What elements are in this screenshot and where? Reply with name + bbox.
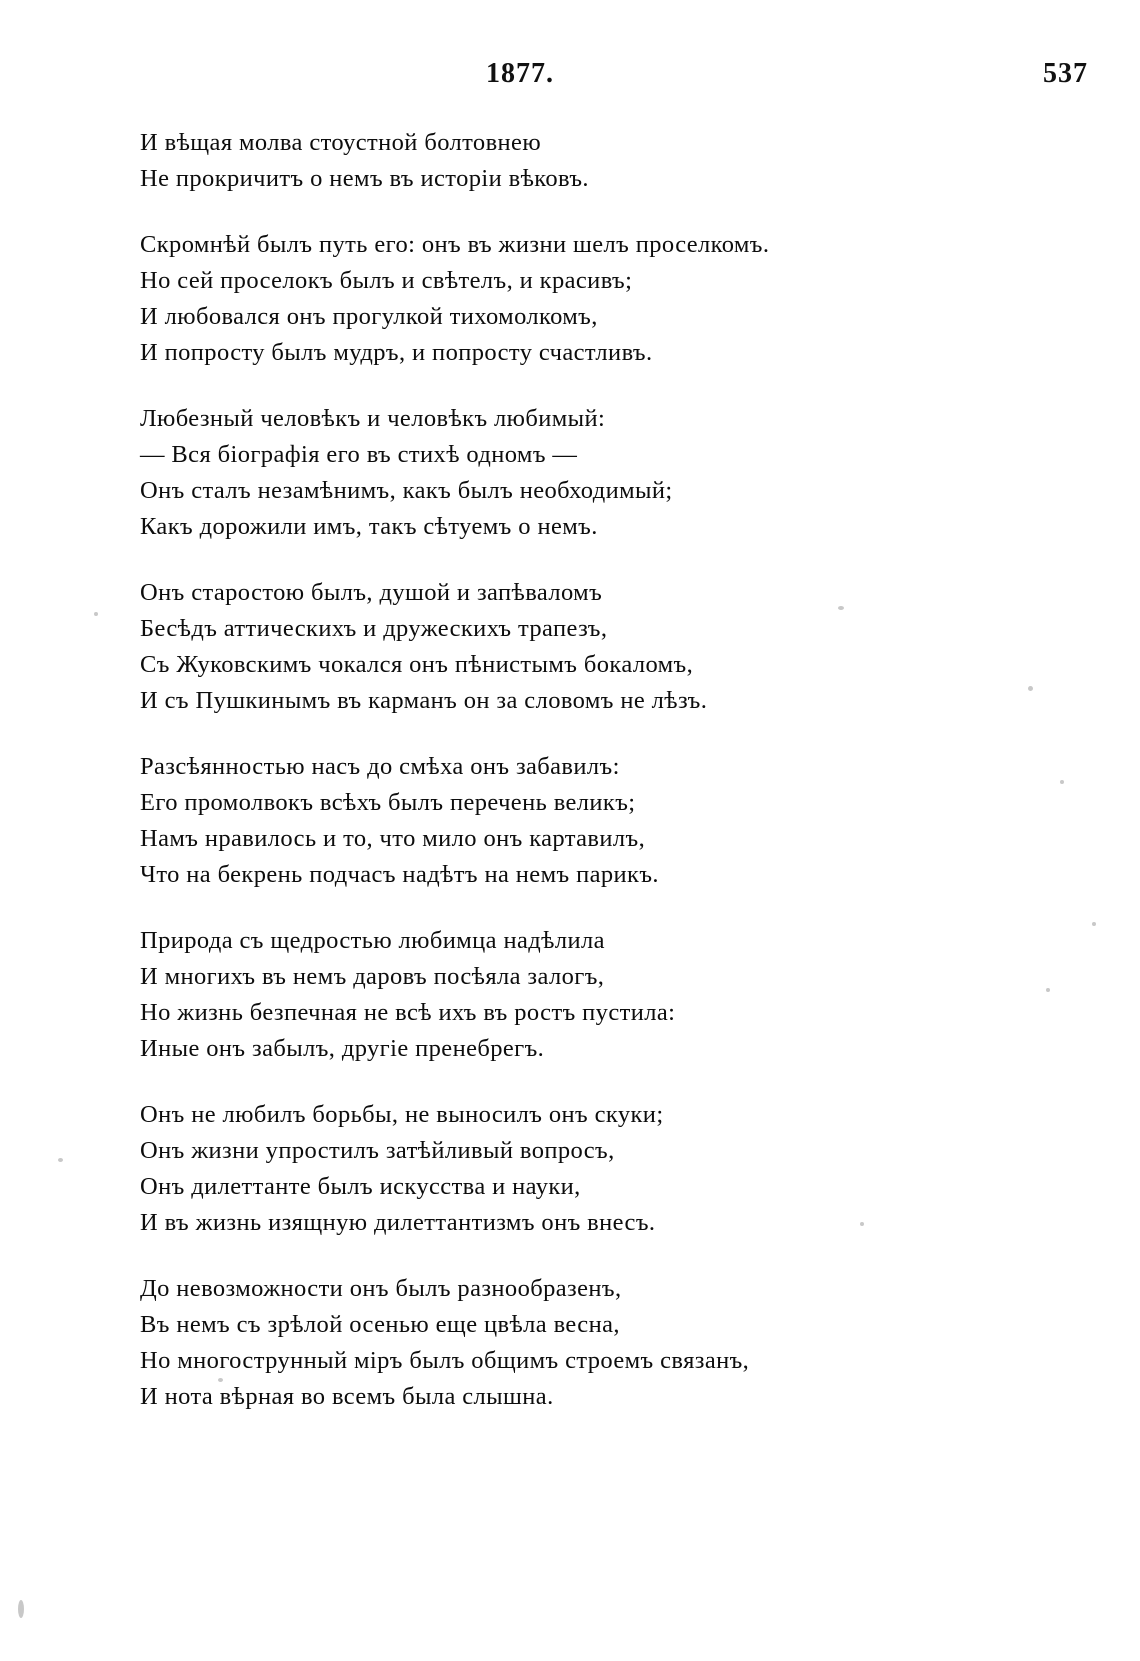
scan-speck <box>838 606 844 610</box>
poem-stanza <box>140 1097 1020 1241</box>
poem-line: Не прокричитъ о немъ въ исторіи вѣковъ. <box>140 165 589 192</box>
poem-line: И вѣщая молва стоустной болтовнею <box>140 129 542 156</box>
poem-line: И съ Пушкинымъ въ карманъ он за словомъ не лѣзъ. <box>140 687 708 714</box>
poem-line: Природа съ щедростью любимца надѣлила <box>140 927 605 954</box>
poem-stanza <box>140 227 1020 371</box>
scan-speck <box>1060 780 1064 784</box>
poem-stanza <box>140 575 1020 719</box>
scan-speck <box>1092 922 1096 926</box>
page-number: 537 <box>1043 58 1088 89</box>
poem-line: Какъ дорожили имъ, такъ сѣтуемъ о немъ. <box>140 513 598 540</box>
poem-stanza <box>140 749 1020 893</box>
poem-line: Но многострунный міръ былъ общимъ строемъ связанъ, <box>140 1347 750 1374</box>
poem-body <box>140 125 1020 1445</box>
poem-line: Въ немъ съ зрѣлой осенью еще цвѣла весна, <box>140 1311 620 1338</box>
scan-speck <box>1046 988 1050 992</box>
scan-speck <box>58 1158 63 1162</box>
scan-speck <box>1028 686 1033 691</box>
poem-line: Любезный человѣкъ и человѣкъ любимый: <box>140 405 606 432</box>
poem-line: Скромнѣй былъ путь его: онъ въ жизни шелъ проселкомъ. <box>140 231 770 258</box>
poem-line: До невозможности онъ былъ разнообразенъ, <box>140 1275 622 1302</box>
poem-line: И многихъ въ немъ даровъ посѣяла залогъ, <box>140 963 605 990</box>
poem-line: Намъ нравилось и то, что мило онъ картавилъ, <box>140 825 646 852</box>
poem-line: — Вся біографія его въ стихѣ одномъ — <box>140 441 578 468</box>
poem-stanza <box>140 923 1020 1067</box>
poem-line: Но сей проселокъ былъ и свѣтелъ, и красивъ; <box>140 267 633 294</box>
poem-line: Но жизнь безпечная не всѣ ихъ въ ростъ пустила: <box>140 999 676 1026</box>
poem-stanza <box>140 401 1020 545</box>
header-year: 1877. <box>486 58 554 89</box>
poem-line: Онъ дилеттанте былъ искусства и науки, <box>140 1173 581 1200</box>
poem-line: Что на бекрень подчасъ надѣтъ на немъ парикъ. <box>140 861 659 888</box>
poem-line: Бесѣдъ аттическихъ и дружескихъ трапезъ, <box>140 615 608 642</box>
scan-speck <box>94 612 98 616</box>
page-header <box>0 58 1140 98</box>
poem-line: Разсѣянностью насъ до смѣха онъ забавилъ: <box>140 753 620 780</box>
poem-stanza <box>140 125 1020 197</box>
poem-line: Онъ старостою былъ, душой и запѣваломъ <box>140 579 603 606</box>
poem-line: И въ жизнь изящную дилеттантизмъ онъ внесъ. <box>140 1209 656 1236</box>
poem-line: Съ Жуковскимъ чокался онъ пѣнистымъ бокаломъ, <box>140 651 694 678</box>
poem-line: Онъ сталъ незамѣнимъ, какъ былъ необходимый; <box>140 477 673 504</box>
poem-line: И попросту былъ мудръ, и попросту счастливъ. <box>140 339 653 366</box>
poem-line: Иные онъ забылъ, другіе пренебрегъ. <box>140 1035 545 1062</box>
poem-line: И нота вѣрная во всемъ была слышна. <box>140 1383 554 1410</box>
poem-stanza <box>140 1271 1020 1415</box>
scan-speck <box>860 1222 864 1226</box>
poem-line: Онъ жизни упростилъ затѣйливый вопросъ, <box>140 1137 615 1164</box>
poem-line: И любовался онъ прогулкой тихомолкомъ, <box>140 303 598 330</box>
poem-line: Онъ не любилъ борьбы, не выносилъ онъ скуки; <box>140 1101 664 1128</box>
poem-line: Его промолвокъ всѣхъ былъ перечень великъ; <box>140 789 636 816</box>
scan-speck <box>218 1378 223 1382</box>
scan-speck <box>18 1600 24 1618</box>
